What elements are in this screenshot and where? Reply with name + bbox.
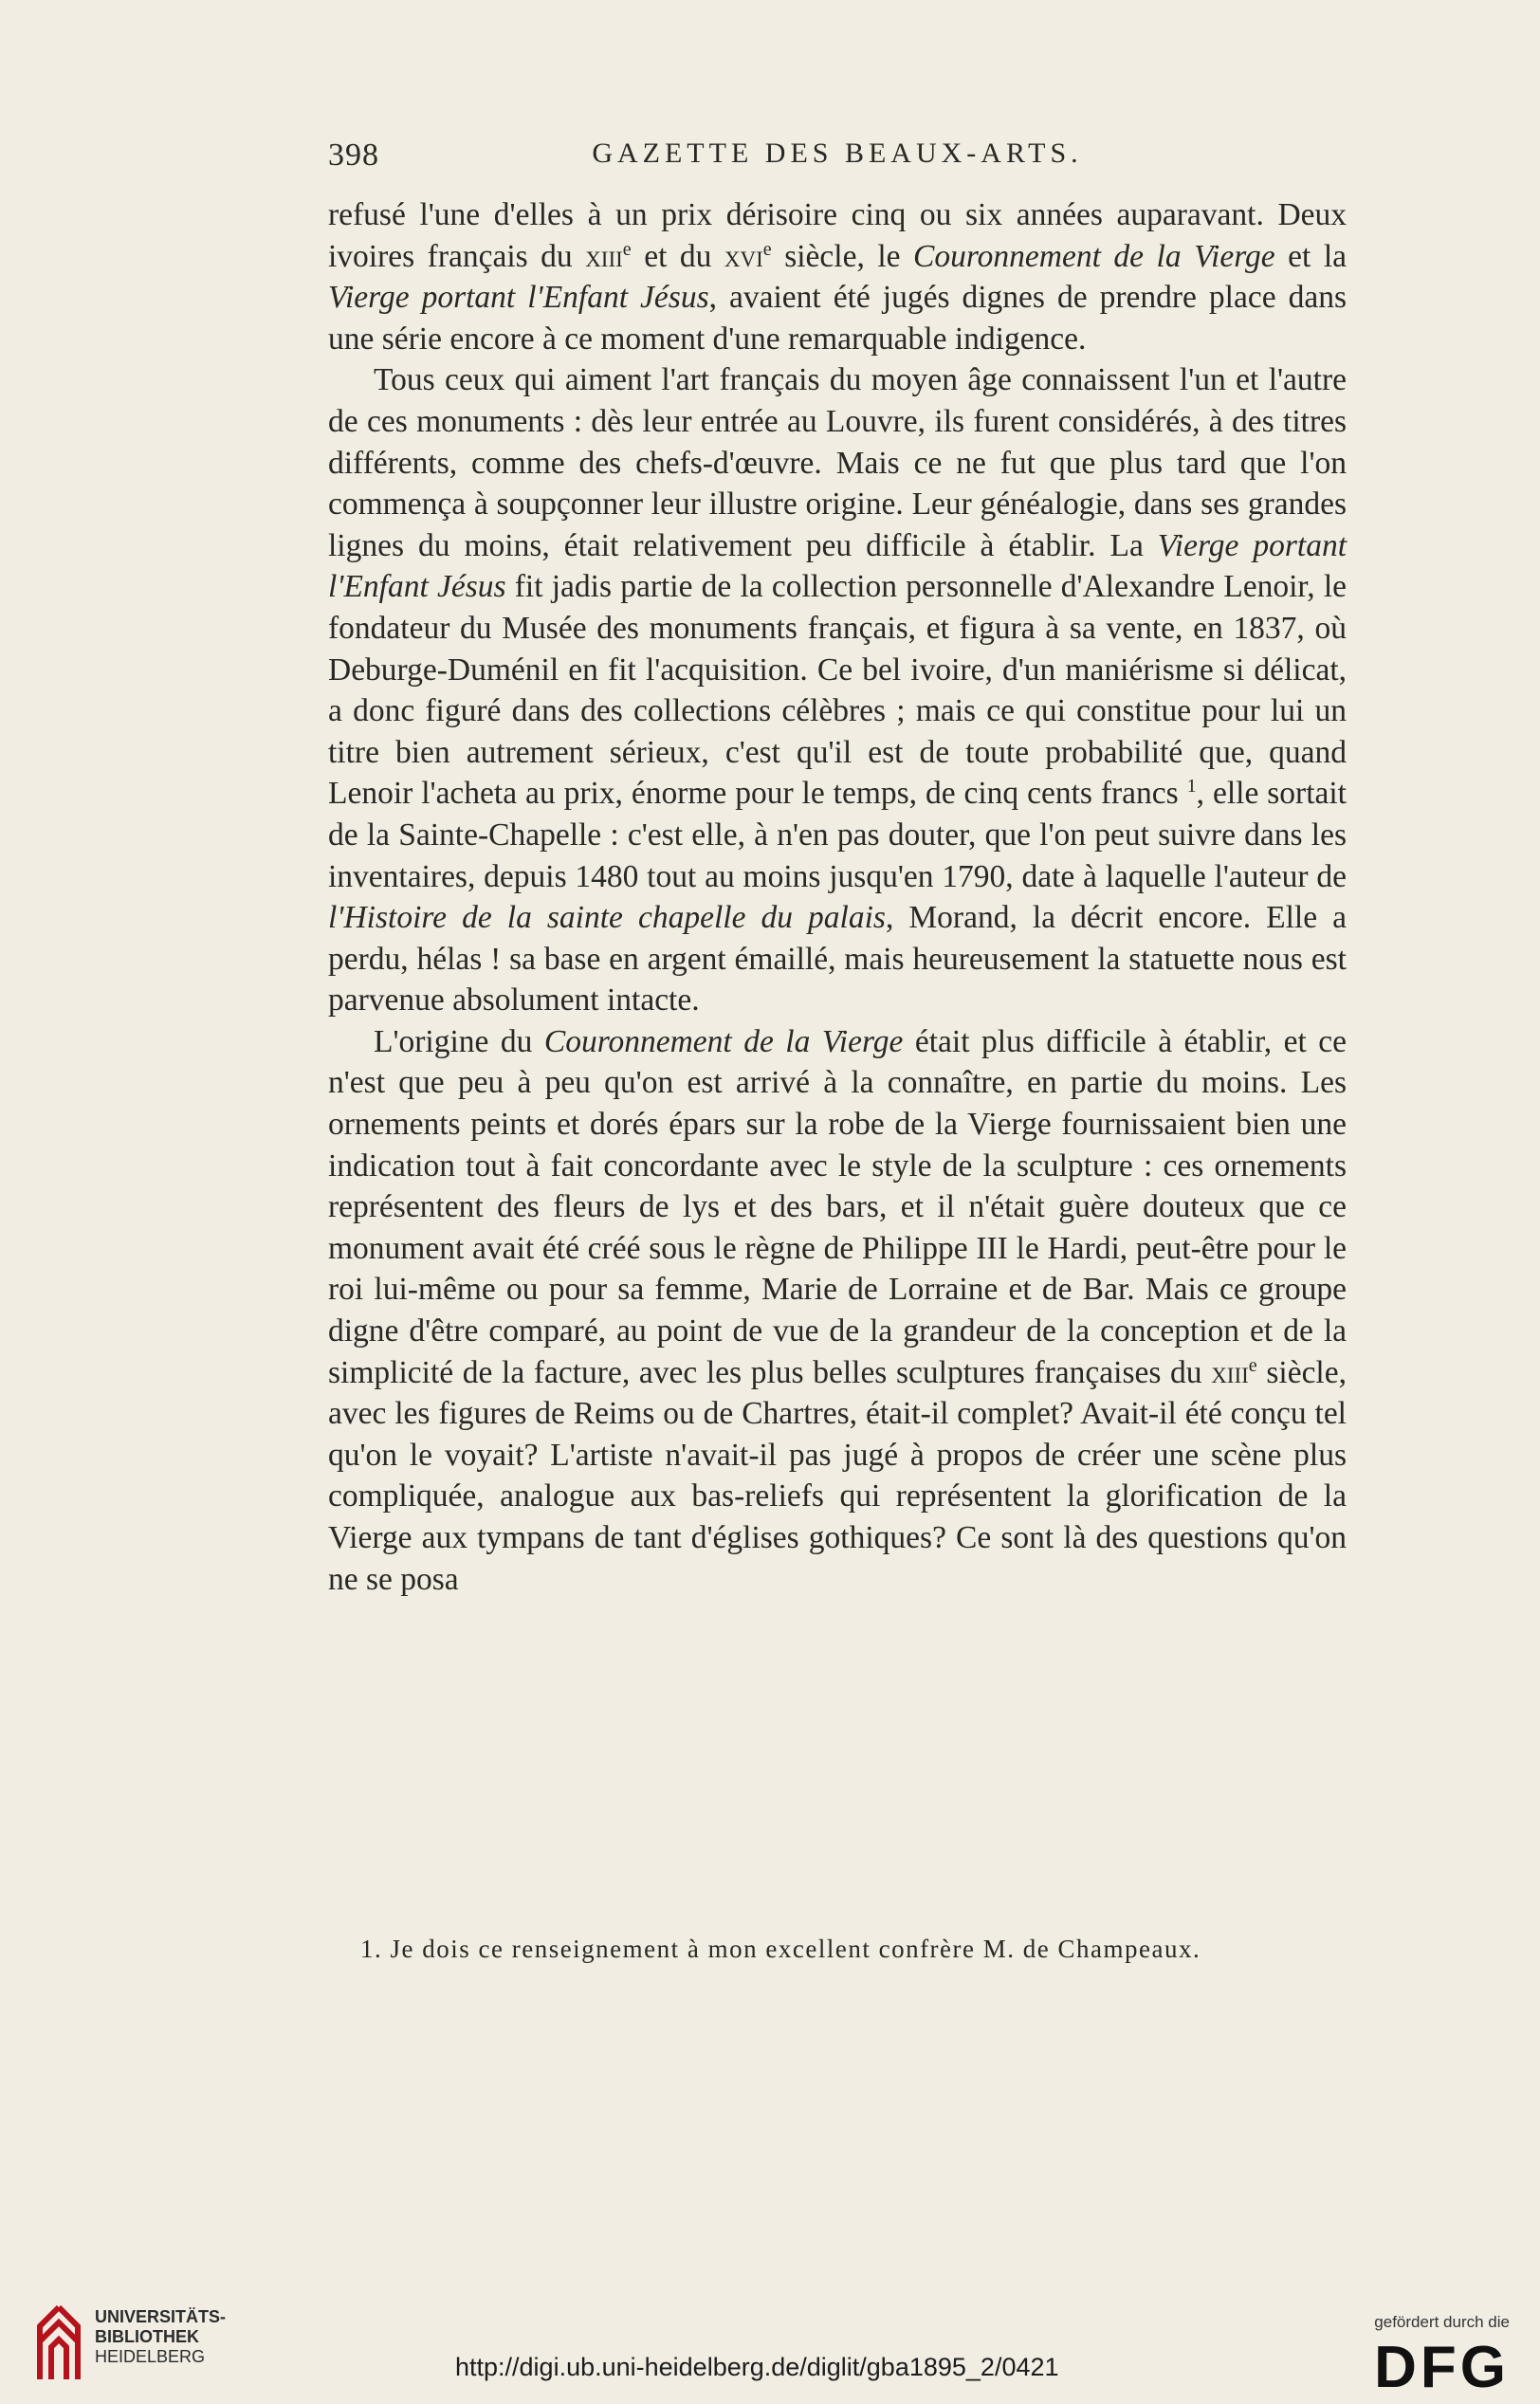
- library-name-line: HEIDELBERG: [95, 2347, 206, 2366]
- italic-title: Vierge portant l'Enfant Jésus: [328, 527, 1347, 605]
- text-run: L'origine du: [374, 1023, 544, 1059]
- italic-title: Couronnement de la Vierge: [543, 1023, 904, 1059]
- text-run: et du: [631, 238, 724, 274]
- text-run: , Morand, la décrit encore. Elle a perdu, hélas ! sa base en argent émaillé, mais heureusement la statuette nous est parvenue absolument intacte.: [328, 900, 1347, 1018]
- text-run: xiii: [1211, 1354, 1249, 1390]
- paragraph: [328, 194, 1347, 359]
- text-run: xiii: [585, 238, 623, 274]
- page-header: [328, 138, 1347, 175]
- italic-title: Couronnement de la Vierge: [913, 238, 1275, 274]
- library-name-line: UNIVERSITÄTS-: [95, 2307, 227, 2326]
- text-run: , avaient été jugés dignes de prendre place dans une série encore à ce moment d'une remarquable indigence.: [328, 280, 1347, 357]
- dfg-logo: DFG: [1374, 2335, 1510, 2400]
- library-name: [95, 2307, 226, 2367]
- text-run: Tous ceux qui aiment l'art français du moyen âge connaissent l'un et l'autre de ces monuments : dès leur entrée au Louvre, ils furent considérés, à des titres différents, comme des chefs-d'œuvre. Mais ce ne fut que plus tard que l'on commença à soupçonner leur illustre origine. Leur généalogie, dans ses grandes lignes du moins, était relativement peu difficile à établir. La: [328, 362, 1347, 563]
- body-text: [328, 194, 1347, 1600]
- italic-title: Vierge portant l'Enfant Jésus: [328, 280, 709, 316]
- text-run: siècle, le: [771, 238, 914, 274]
- text-run: et la: [1274, 238, 1347, 274]
- superscript: e: [1248, 1354, 1257, 1376]
- library-logo-icon: [30, 2300, 87, 2385]
- text-run: xvi: [724, 238, 763, 274]
- text-run: refusé l'une d'elles à un prix dérisoire cinq ou six années auparavant. Deux ivoires français du: [328, 197, 1347, 274]
- footnote: 1. Je dois ce renseignement à mon excellent confrère M. de Champeaux.: [360, 1935, 1201, 1963]
- page-number: 398: [328, 138, 379, 173]
- paragraph: [328, 359, 1347, 1021]
- superscript: e: [762, 238, 772, 260]
- text-run: siècle, avec les figures de Reims ou de Chartres, était-il complet? Avait-il été conçu tel qu'on le voyait? L'artiste n'avait-il pas jugé à propos de créer une scène plus compliquée, analogue aux bas-reliefs qui représentent la glorification de la Vierge aux tympans de tant d'églises gothiques? Ce sont là des questions qu'on ne se posa: [328, 1354, 1347, 1597]
- text-run: fit jadis partie de la collection personnelle d'Alexandre Lenoir, le fondateur du Musée des monuments français, et figura à sa vente, en 1837, où Deburge-Duménil en fit l'acquisition. Ce bel ivoire, d'un maniérisme si délicat, a donc figuré dans des collections célèbres ; mais ce qui constitue pour lui un titre bien autrement sérieux, c'est qu'il est de toute probabilité que, quand Lenoir l'acheta au prix, énorme pour le temps, de cinq cents francs: [328, 569, 1347, 812]
- paragraph: [328, 1021, 1347, 1600]
- text-run: était plus difficile à établir, et ce n'est que peu à peu qu'on est arrivé à la connaître, en partie du moins. Les ornements peints et dorés épars sur la robe de la Vierge fournissaient bien une indication tout à fait concordante avec le style de la sculpture : ces ornements représentent des fleurs de lys et des bars, et il n'était guère douteux que ce monument avait été créé sous le règne de Philippe III le Hardi, peut-être pour le roi lui-même ou pour sa femme, Marie de Lorraine et de Bar. Mais ce groupe digne d'être comparé, au point de vue de la grandeur de la conception et de la simplicité de la facture, avec les plus belles sculptures françaises du: [328, 1023, 1348, 1390]
- permalink-url[interactable]: http://digi.ub.uni-heidelberg.de/diglit/gba1895_2/0421: [455, 2353, 1059, 2381]
- digitization-footer: [0, 2290, 1540, 2404]
- italic-title: l'Histoire de la sainte chapelle du palais: [328, 900, 886, 936]
- text-run: , elle sortait de la Sainte-Chapelle : c'est elle, à n'en pas douter, que l'on peut suivre dans les inventaires, depuis 1480 tout au moins jusqu'en 1790, date à laquelle l'auteur de: [328, 776, 1347, 894]
- superscript: e: [622, 238, 632, 260]
- running-title: GAZETTE DES BEAUX-ARTS.: [592, 138, 1083, 169]
- superscript: 1: [1186, 776, 1197, 798]
- library-name-line: BIBLIOTHEK: [95, 2327, 199, 2346]
- funder-label: gefördert durch die: [1374, 2313, 1510, 2331]
